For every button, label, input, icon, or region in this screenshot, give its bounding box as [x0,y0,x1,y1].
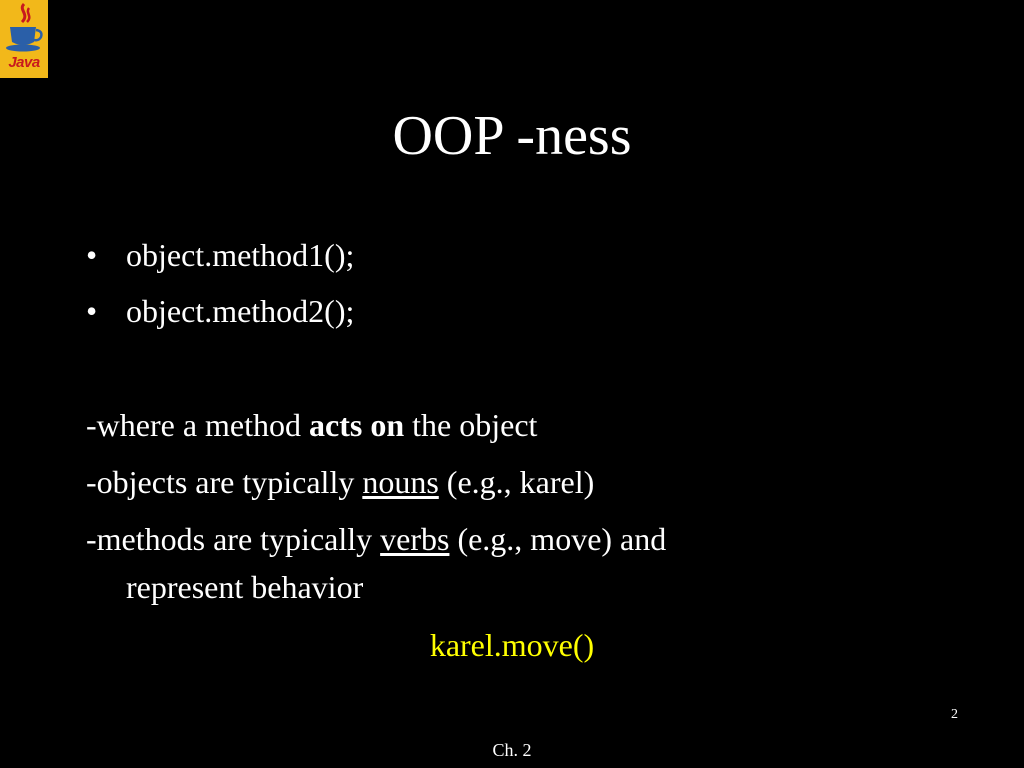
bullet-marker: • [86,293,98,329]
line-suffix: the object [404,407,538,443]
emphasis-bold: acts on [309,407,405,443]
java-logo [0,0,48,78]
bullet-text: object.method2(); [126,293,355,329]
bullet-marker: • [86,237,98,273]
explanation-line-nouns [86,463,594,501]
code-example: karel.move() [429,627,595,663]
line-prefix: -where a method [86,407,310,443]
footer-chapter: Ch. 2 [492,740,532,760]
page-number: 2 [951,707,958,722]
java-logo-text: Java [8,54,40,71]
emphasis-underline: nouns [362,464,439,500]
explanation-line-verbs [86,520,666,558]
slide-title: OOP -ness [392,105,632,167]
line-suffix: (e.g., move) and [449,521,667,557]
explanation-line-acts-on [86,406,537,444]
line-suffix: (e.g., karel) [438,464,595,500]
bullet-item [86,236,354,274]
line-prefix: -objects are typically [86,464,363,500]
java-coffee-cup-icon [0,0,48,56]
bullet-text: object.method1(); [126,237,355,273]
explanation-line-continuation: represent behavior [126,569,364,605]
line-prefix: -methods are typically [86,521,381,557]
bullet-item [86,292,354,330]
emphasis-underline: verbs [380,521,450,557]
